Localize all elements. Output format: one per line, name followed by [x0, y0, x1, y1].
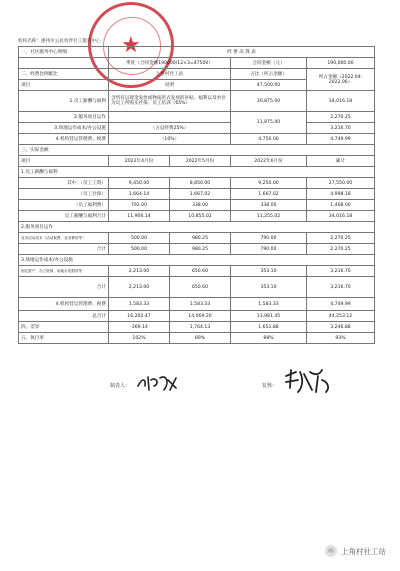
quarter-total-value: 47,500.00: [231, 80, 307, 91]
row-label: 4.机构营运管理费、税费: [19, 134, 109, 145]
table-row: [19, 211, 375, 222]
row-label: 其中：（员工工资）: [19, 178, 109, 189]
table-row: [19, 47, 375, 58]
row-label: （员工福利费）: [19, 200, 109, 211]
cell-value: 338.00: [170, 200, 231, 211]
cell-value: 4,749.99: [307, 134, 375, 145]
cell-value: 3,216.70: [307, 277, 375, 298]
cell-value: 1,764.13: [170, 322, 231, 333]
cell-value: 2,213.00: [109, 266, 170, 277]
cell-value: 500.00: [109, 244, 170, 255]
cell-value: 3,216.70: [307, 123, 375, 134]
row-label: 合计: [19, 277, 109, 298]
column-header: 说明: [109, 80, 231, 91]
table-row: [19, 333, 375, 344]
row-label: 4.机构营运管理费、税费: [19, 298, 109, 311]
table-row: [19, 255, 375, 266]
row-label: 2.服务项目运作: [19, 222, 375, 233]
cell-value: 13,981.45: [231, 311, 307, 322]
cell-value: 1,583.33: [109, 298, 170, 311]
cell-value: 3,216.70: [307, 266, 375, 277]
maker-signature: [136, 372, 182, 394]
row-label: 业务活动成本（活动耗费、业务费用等）: [19, 233, 109, 244]
cell-value: 790.00: [231, 244, 307, 255]
table-row: [19, 277, 375, 298]
row-description: （占总经费25%）: [109, 123, 231, 134]
cell-value: 88%: [231, 333, 307, 344]
table-row: [19, 167, 375, 178]
cell-value: 1,667.02: [170, 189, 231, 200]
cell-value: 14,069.20: [170, 311, 231, 322]
column-header: 项目: [19, 156, 109, 167]
row-label: 1.员工薪酬与福利: [19, 167, 375, 178]
watermark-text: 上角村社工站: [341, 546, 386, 556]
cell-value: 4,750.00: [231, 134, 307, 145]
row-description: 含所有以现金发放或物质形式发放的补贴、福利以及单位为员工所购买社保、员工培训（65%）: [109, 91, 231, 112]
cell-value: -369.14: [109, 322, 170, 333]
cell-value: 34,016.18: [307, 211, 375, 222]
table-row: [19, 189, 375, 200]
period-amount-label: 所占金额（2022.04-2022.06）: [307, 69, 375, 91]
budget-settlement-table: [18, 46, 375, 344]
organization-label: 机构名称：惠州市公民伙伴社工服务中心: [18, 39, 101, 44]
section-header: 二、经费比例配比: [19, 69, 109, 80]
row-label: 四、差异: [19, 322, 109, 333]
table-row: [19, 145, 375, 156]
row-description: （10%）: [109, 134, 231, 145]
cell-value: 500.00: [109, 233, 170, 244]
cell-value: 89%: [170, 333, 231, 344]
row-label: 合计: [19, 244, 109, 255]
wechat-icon: [325, 545, 337, 557]
table-row: [19, 91, 375, 112]
table-row: [19, 156, 375, 167]
table-row: [19, 298, 375, 311]
table-row: [19, 311, 375, 322]
row-label: （员工社保）: [19, 189, 109, 200]
contract-amount-value: 190,000.00: [307, 58, 375, 69]
cell-value: 790.00: [231, 233, 307, 244]
column-header: 2022年6月份: [231, 156, 307, 167]
section-header: 三、实际金额: [19, 145, 375, 156]
cell-value: 980.25: [170, 233, 231, 244]
column-header: 项目: [19, 80, 109, 91]
table-title: 经 费 决 算 表: [109, 47, 375, 58]
cell-value: 1,664.14: [109, 189, 170, 200]
cell-value: 792.00: [109, 200, 170, 211]
section-header: 一、社区服务中心明细: [19, 47, 109, 58]
cell-value: 9,250.00: [231, 178, 307, 189]
table-row: [19, 233, 375, 244]
contract-amount-label: 合同金额（元）: [231, 58, 307, 69]
table-row: [19, 244, 375, 255]
row-label: 2.服务项目运作: [19, 112, 109, 123]
cell-value: 16,202.47: [109, 311, 170, 322]
row-label: 五、执行率: [19, 333, 109, 344]
table-row: [19, 266, 375, 277]
cell-value: 93%: [307, 333, 375, 344]
table-row: [19, 123, 375, 134]
cell-value: 27,550.00: [307, 178, 375, 189]
cell-value: 2,270.25: [307, 244, 375, 255]
row-label: 员工薪酬与福利合计: [19, 211, 109, 222]
row-label: 3.场地运作成本/办公设施: [19, 255, 375, 266]
cell-value: 11,906.14: [109, 211, 170, 222]
cell-value: 9,450.00: [109, 178, 170, 189]
cell-value: 102%: [109, 333, 170, 344]
cell-value: 8,850.00: [170, 178, 231, 189]
cell-value: 338.00: [231, 200, 307, 211]
row-label: 总合计: [19, 311, 109, 322]
reviewer-label: 复核：: [262, 383, 278, 389]
cell-value: 2,270.25: [307, 233, 375, 244]
cell-value: 2,213.00: [109, 277, 170, 298]
cell-value: 11,875.00: [231, 112, 307, 134]
station-name: 上角村社工站: [109, 69, 231, 80]
cell-value: 1,583.33: [170, 298, 231, 311]
ratio-label: 占比（所占金额）: [231, 69, 307, 80]
cell-value: 1,667.02: [231, 189, 307, 200]
cell-value: 650.60: [170, 277, 231, 298]
row-label: 3.场地运作成本/办公设施: [19, 123, 109, 134]
table-row: [19, 178, 375, 189]
column-header: 2022年4月份: [109, 156, 170, 167]
official-seal: ★: [88, 2, 174, 88]
cell-value: 10,855.02: [170, 211, 231, 222]
cell-value: 2,270.25: [307, 112, 375, 123]
row-label: 1.员工薪酬与福利: [19, 91, 109, 112]
table-row: [19, 58, 375, 69]
maker-label: 制表人：: [110, 383, 131, 389]
reviewer-signature: [282, 366, 334, 396]
cell-value: 1,583.33: [231, 298, 307, 311]
table-row: [19, 69, 375, 80]
cell-value: 34,016.18: [307, 91, 375, 112]
row-label: 固定资产、办公资源、场地水电物管等: [19, 266, 109, 277]
cell-value: 980.25: [170, 244, 231, 255]
column-header: 2022年5月份: [170, 156, 231, 167]
cell-value: 30,875.00: [231, 91, 307, 112]
table-row: [19, 112, 375, 123]
cell-value: 3,246.88: [307, 322, 375, 333]
cell-value: 11,255.02: [231, 211, 307, 222]
watermark: [325, 545, 386, 557]
cell-value: 353.10: [231, 277, 307, 298]
cell-value: 1,651.88: [231, 322, 307, 333]
table-row: [19, 134, 375, 145]
cell-value: 353.10: [231, 266, 307, 277]
table-row: [19, 322, 375, 333]
column-header: 累计: [307, 156, 375, 167]
cell-value: 4,998.18: [307, 189, 375, 200]
cell-value: 4,749.99: [307, 298, 375, 311]
cell-value: 1,468.00: [307, 200, 375, 211]
cell-value: 650.60: [170, 266, 231, 277]
cell-value: 44,253.12: [307, 311, 375, 322]
table-row: [19, 200, 375, 211]
quarter-amount-label: 季度（合同金额190000/12×3=47500）: [109, 58, 231, 69]
table-row: [19, 222, 375, 233]
